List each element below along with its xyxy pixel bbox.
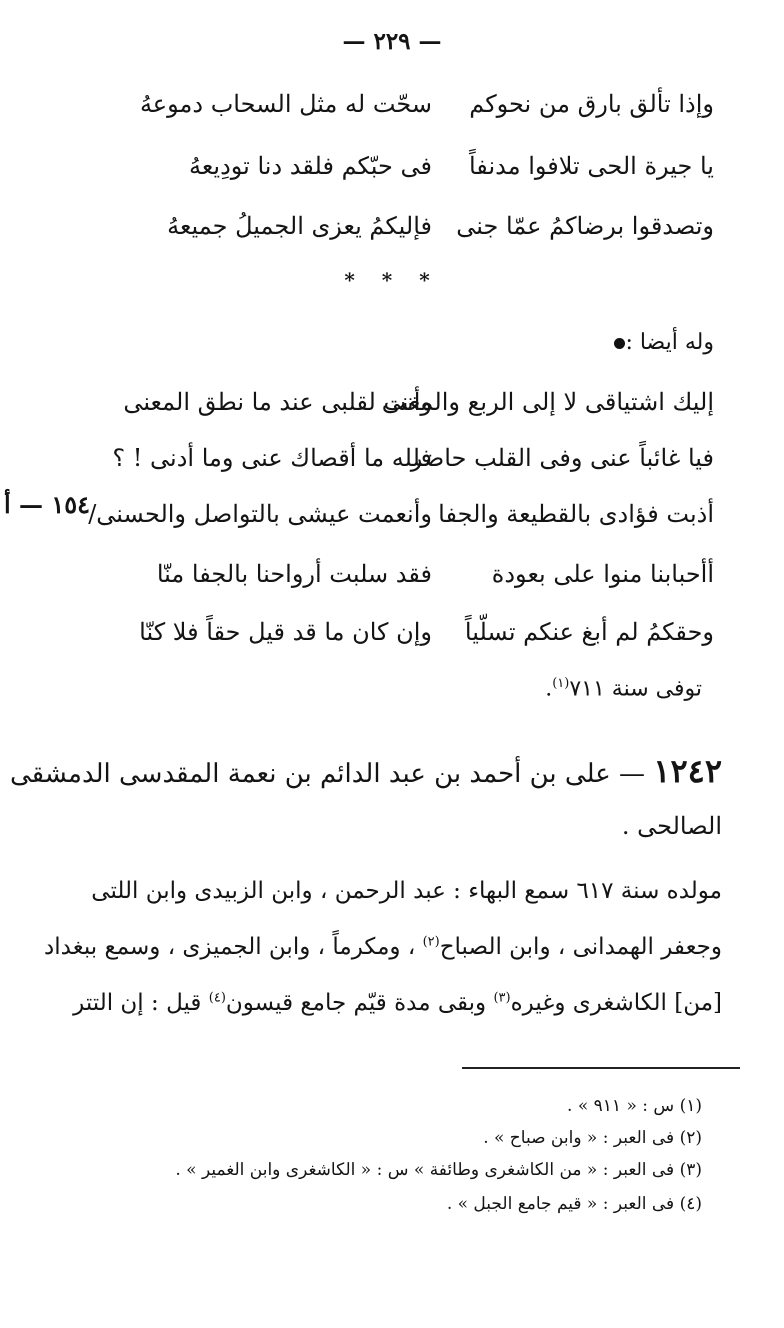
poem2-line1-right: إليك اشتياقى لا إلى الربع والمغنى — [381, 388, 714, 416]
poem2-line2-right: فيا غائباً عنى وفى القلب حاضر — [410, 444, 714, 472]
footnote-divider — [462, 1067, 740, 1069]
paragraph-line3-text3: قيل : إن التتر — [73, 990, 202, 1016]
bullet-icon — [614, 338, 625, 349]
paragraph-line3-text2: وبقى مدة قيّم جامع قيسون — [225, 990, 487, 1016]
footnote-ref: (٤) — [208, 990, 226, 1006]
poem2-line5-left: وإن كان ما قد قيل حقاً فلا كنّا — [139, 618, 432, 646]
entry-heading — [10, 752, 722, 790]
poem1-line2-right: يا جيرة الحى تلافوا مدنفاً — [468, 152, 714, 180]
poem2-line5-right: وحقكمُ لم أبغ عنكم تسلّياً — [464, 618, 714, 646]
entry-number: ١٢٤٢ — [653, 752, 722, 790]
paragraph-line3 — [32, 990, 722, 1016]
footnote-ref: (٣) — [493, 990, 511, 1006]
poem2-line3-left: وأنعمت عيشى بالتواصل والحسنى/ — [88, 500, 432, 528]
section-separator: * * * — [344, 268, 440, 292]
footnote-3: (٣) فى العبر : « من الكاشغرى وطائفة » س : « الكاشغرى وابن الغمير » . — [175, 1160, 702, 1180]
entry-name: على بن أحمد بن عبد الدائم بن نعمة المقدسى الدمشقى — [10, 759, 611, 789]
paragraph-line2-text: وجعفر الهمدانى ، وابن الصباح — [439, 934, 722, 960]
poem1-line2-left: فى حبّكم فلقد دنا تودِيعهُ — [188, 152, 432, 180]
paragraph-line1 — [32, 878, 722, 904]
footnote-4: (٤) فى العبر : « قيم جامع الجبل » . — [446, 1194, 702, 1214]
death-text: توفى سنة ٧١١ — [569, 676, 702, 702]
poem2-line2-left: فلله ما أقصاك عنى وما أدنى ! ؟ — [112, 444, 432, 472]
paragraph-line2 — [32, 934, 722, 960]
poem2-line3-right: أذبت فؤادى بالقطيعة والجفا — [438, 500, 714, 528]
poem1-line3-left: فإليكمُ يعزى الجميلُ جميعهُ — [167, 212, 432, 240]
intro-line — [604, 330, 714, 355]
poem2-line1-left: وأنت لقلبى عند ما نطق المعنى — [123, 388, 432, 416]
margin-folio-number: ١٥٤ — أ — [4, 490, 91, 519]
paragraph-line3-text: [من] الكاشغرى وغيره — [510, 990, 722, 1016]
footnote-2: (٢) فى العبر : « وابن صباح » . — [483, 1128, 702, 1148]
death-note: توفى سنة ٧١١$^{(١)}$. — [545, 676, 702, 702]
poem1-line1-right: وإذا تألق بارق من نحوكم — [469, 90, 714, 118]
paragraph-line2-text2: ، ومكرماً ، وابن الجميزى ، وسمع ببغداد — [44, 934, 416, 960]
footnote-1: (١) س : « ٩١١ » . — [567, 1096, 702, 1116]
entry-dash: — — [618, 759, 645, 789]
poem2-line4-left: فقد سلبت أرواحنا بالجفا منّا — [156, 560, 432, 588]
footnote-ref: (١) — [552, 676, 570, 691]
entry-name-continuation: الصالحى . — [621, 812, 722, 840]
footnote-ref: (٢) — [422, 934, 440, 950]
intro-text: وله أيضا : — [625, 330, 714, 355]
poem2-line4-right: أأحبابنا منوا على بعودة — [491, 560, 714, 588]
poem1-line1-left: سحّت له مثل السحاب دموعهُ — [139, 90, 432, 118]
paragraph-line1-text: مولده سنة ٦١٧ سمع البهاء : عبد الرحمن ، وابن الزبيدى وابن اللتى — [91, 878, 722, 904]
page-number: — ٢٢٩ — — [342, 28, 442, 55]
poem1-line3-right: وتصدقوا برضاكمُ عمّا جنى — [456, 212, 714, 240]
